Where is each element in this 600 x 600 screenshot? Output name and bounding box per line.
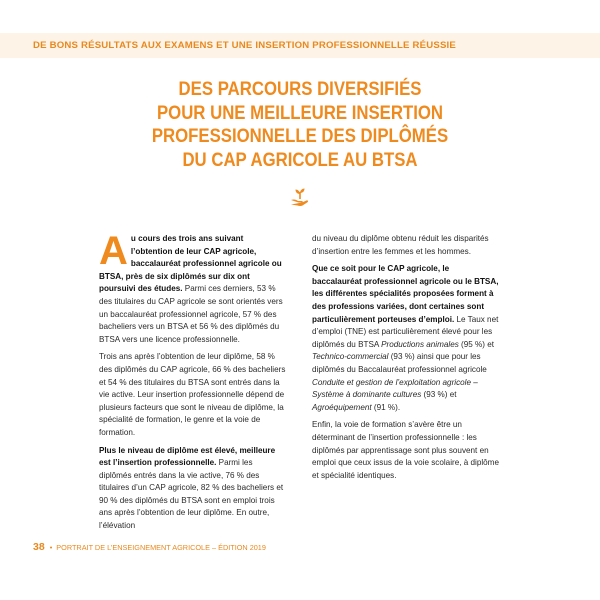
specialty-name: Agroéquipement <box>312 402 372 412</box>
left-column <box>99 229 286 538</box>
title-line: DES PARCOURS DIVERSIFIÉS <box>178 78 422 100</box>
drop-cap: A <box>99 229 128 273</box>
section-header-band <box>0 33 600 58</box>
body-paragraph <box>99 445 286 533</box>
paragraph-text: Le Taux net d’emploi (TNE) est particulièrement élevé pour les diplômés du BTSA <box>312 314 499 349</box>
body-paragraph: Trois ans après l’obtention de leur diplôme, 58 % des diplômés du CAP agricole, 66 % des bacheliers et 54 % des titulaires du BTSA sont entrés dans la vie active. Leur insertion professionnelle dépend de plusieurs facteurs que sont le niveau de diplôme, la spécialité de formation, le genre et la voie de formation. <box>99 352 286 437</box>
intro-paragraph <box>99 229 286 346</box>
body-paragraph <box>312 263 499 414</box>
page-title <box>60 78 540 172</box>
footer-bullet: • <box>49 543 53 552</box>
title-line: DU CAP AGRICOLE AU BTSA <box>182 148 418 171</box>
publication-title: PORTRAIT DE L’ENSEIGNEMENT AGRICOLE – ÉDITION 2019 <box>56 543 266 552</box>
title-line: POUR UNE MEILLEURE INSERTION <box>156 101 444 124</box>
title-line: PROFESSIONNELLE DES DIPLÔMÉS <box>151 125 449 147</box>
body-paragraph: du niveau du diplôme obtenu réduit les disparités d’insertion entre les femmes et les hommes. <box>312 234 489 256</box>
specialty-name: Technico-commercial <box>312 352 389 362</box>
intro-lead: u cours des trois ans suivant l’obtention de leur CAP agricole, baccalauréat professionnel agricole ou BTSA, près de six diplômés sur dix ont poursuivi des études. <box>99 234 282 294</box>
paragraph-text: (91 %). <box>371 402 401 412</box>
paragraph-text: (93 %) et <box>421 390 457 400</box>
right-column <box>312 233 499 487</box>
page-footer <box>33 541 266 553</box>
paragraph-text: (93 %) ainsi que pour les diplômés du Baccalauréat professionnel agricole <box>312 352 487 374</box>
paragraph-body: Parmi les diplômés entrés dans la vie active, 76 % des titulaires d’un CAP agricole, 82 % des bacheliers et 90 % des diplômés du BTSA sont en emploi trois ans après l’obtention de leur diplôme. En outre, l’élévation <box>99 458 284 531</box>
paragraph-text: (95 %) et <box>458 339 495 349</box>
intro-body: Parmi ces derniers, 53 % des titulaires du CAP agricole se sont orientés vers un baccalauréat professionnel agricole, 57 % des bacheliers vers un BTSA et 56 % des diplômés du BTSA vers une licence professionnelle. <box>99 284 283 344</box>
plant-in-hand-icon <box>288 185 312 209</box>
paragraph-lead: Plus le niveau de diplôme est élevé, meilleure est l’insertion professionnelle. <box>99 445 276 468</box>
section-header-title: DE BONS RÉSULTATS AUX EXAMENS ET UNE INSERTION PROFESSIONNELLE RÉUSSIE <box>33 40 457 51</box>
page-number: 38 <box>33 541 45 553</box>
specialty-name: Conduite et gestion de l’exploitation agricole – Système à dominante cultures <box>312 377 478 400</box>
paragraph-lead: Que ce soit pour le CAP agricole, le baccalauréat professionnel agricole ou le BTSA, les différentes spécialités proposées forment à des professions variées, dont certaines sont particulièrement porteuses d’emploi. <box>312 264 499 324</box>
specialty-name: Productions animales <box>381 339 459 349</box>
body-paragraph: Enfin, la voie de formation s’avère être un déterminant de l’insertion professionnelle : les diplômés par apprentissage sont plus souvent en emploi que ceux issus de la voie scolaire, à diplôme et spécialité identiques. <box>312 420 499 480</box>
